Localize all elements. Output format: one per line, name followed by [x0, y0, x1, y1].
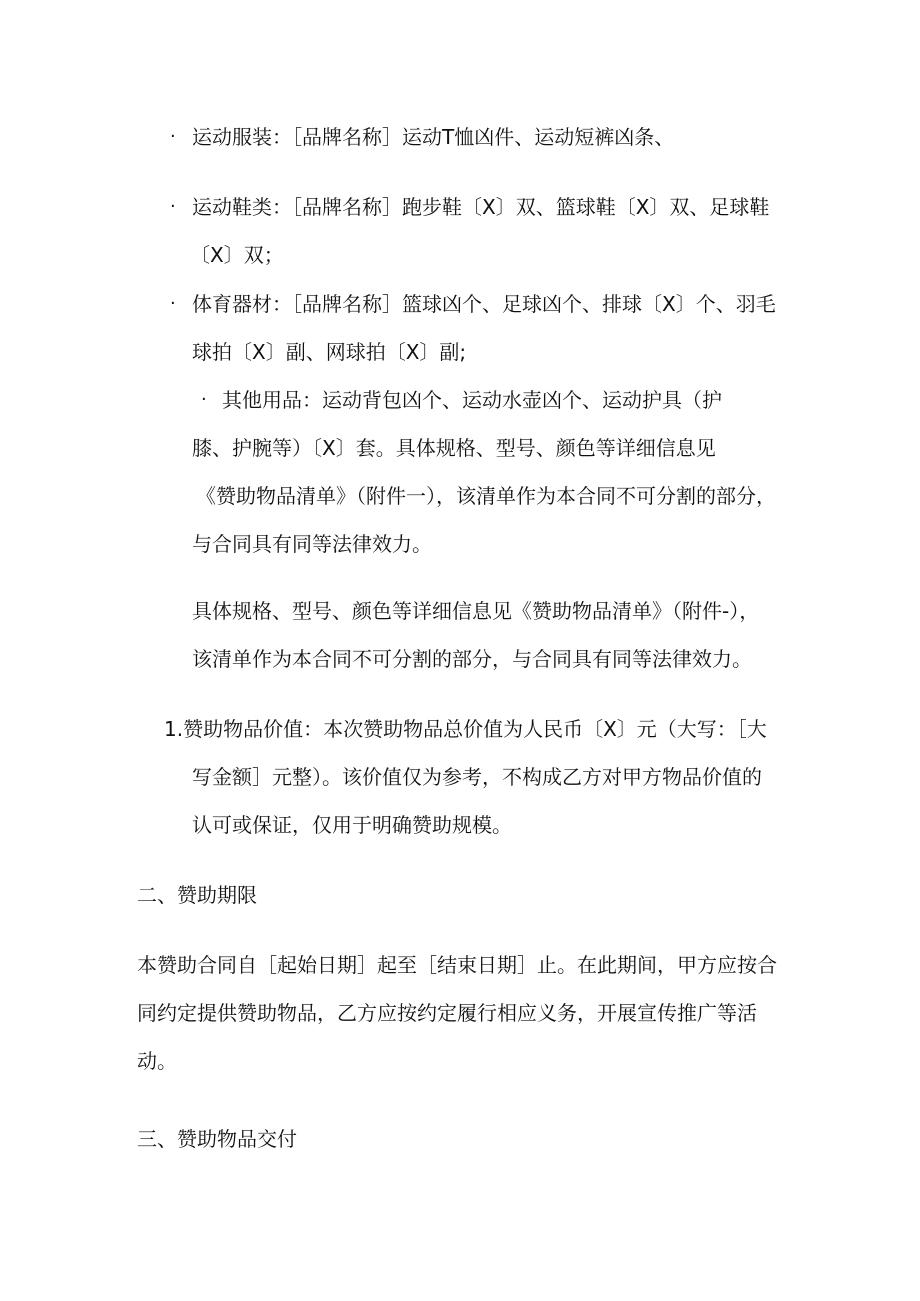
section3-heading: 三、赞助物品交付 [137, 1127, 297, 1151]
value-item-line2: 写金额］元整）。该价值仅为参考，不构成乙方对甲方物品价值的 [192, 765, 762, 789]
item-other-line3: 《赞助物品清单》（附件一），该清单作为本合同不可分割的部分， [196, 484, 776, 508]
bullet-icon: · [170, 196, 176, 217]
detail-paragraph-line2: 该清单作为本合同不可分割的部分，与合同具有同等法律效力。 [192, 647, 752, 671]
section2-line3: 动。 [137, 1049, 177, 1073]
item-other-line1: 其他用品：运动背包凶个、运动水壶凶个、运动护具（护 [222, 388, 722, 412]
item-clothing-line1: 运动服装：［品牌名称］运动T恤凶件、运动短裤凶条、 [192, 125, 675, 149]
bullet-icon: · [170, 293, 176, 314]
section2-line1: 本赞助合同自［起始日期］起至［结束日期］止。在此期间，甲方应按合 [137, 953, 777, 977]
bullet-icon: · [201, 389, 207, 410]
detail-paragraph-line1: 具体规格、型号、颜色等详细信息见《赞助物品清单》（附件-）， [192, 599, 760, 623]
section2-line2: 同约定提供赞助物品，乙方应按约定履行相应义务，开展宣传推广等活 [137, 1001, 757, 1025]
value-item-line1: 1.赞助物品价值：本次赞助物品总价值为人民币〔X〕元（大写：［大 [164, 717, 767, 741]
item-other-line2: 膝、护腕等）〔X〕套。具体规格、型号、颜色等详细信息见 [192, 436, 716, 460]
bullet-icon: · [170, 126, 176, 147]
item-other-line4: 与合同具有同等法律效力。 [192, 532, 432, 556]
item-equipment-line1: 体育器材：［品牌名称］篮球凶个、足球凶个、排球〔X〕个、羽毛 [192, 292, 776, 316]
section2-heading: 二、赞助期限 [137, 883, 257, 907]
item-equipment-line2: 球拍〔X〕副、网球拍〔X〕副; [192, 340, 467, 364]
value-item-line3: 认可或保证，仅用于明确赞助规模。 [192, 813, 512, 837]
item-shoes-line1: 运动鞋类：［品牌名称］跑步鞋〔X〕双、篮球鞋〔X〕双、足球鞋 [192, 195, 770, 219]
item-shoes-line2: 〔X〕双； [190, 243, 284, 267]
